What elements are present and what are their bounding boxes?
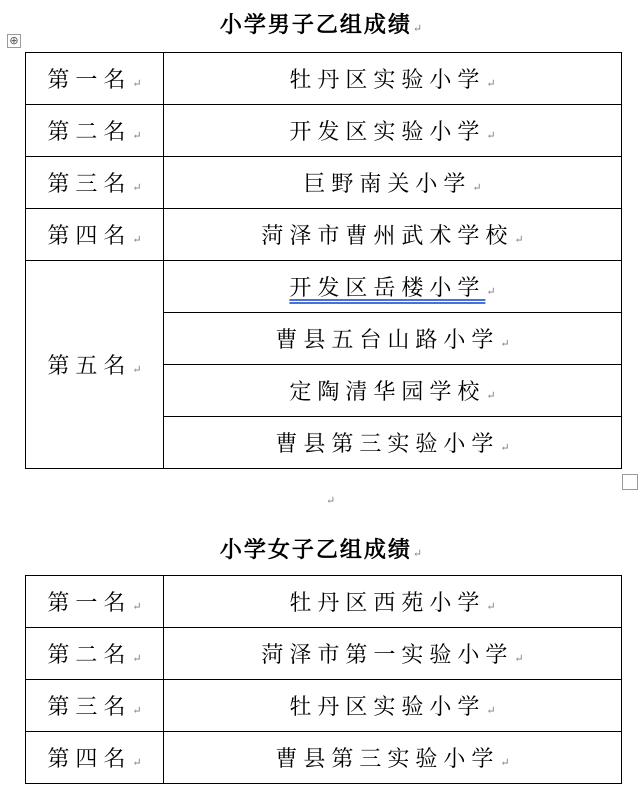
cell-end-mark: ↵ xyxy=(500,441,510,454)
school-name: 开发区岳楼小学 xyxy=(289,276,486,301)
rank-label: 第二名 xyxy=(47,120,132,145)
table-row xyxy=(26,261,622,313)
boys-title-text: 小学男子乙组成绩 xyxy=(219,12,412,38)
table-row xyxy=(26,732,622,784)
cell-end-mark: ↵ xyxy=(500,337,510,350)
cell-end-mark: ↵ xyxy=(500,756,510,769)
school-cell[interactable] xyxy=(164,313,622,365)
school-cell[interactable] xyxy=(164,628,622,680)
school-name: 菏泽市曹州武术学校 xyxy=(261,224,514,249)
rank-cell[interactable] xyxy=(26,732,164,784)
school-name: 定陶清华园学校 xyxy=(289,380,486,405)
school-cell[interactable] xyxy=(164,732,622,784)
school-name: 菏泽市第一实验小学 xyxy=(261,643,514,668)
cell-end-mark: ↵ xyxy=(132,756,142,769)
cell-end-mark: ↵ xyxy=(486,389,496,402)
cell-end-mark: ↵ xyxy=(486,600,496,613)
school-name: 曹县第三实验小学 xyxy=(275,432,500,457)
cell-end-mark: ↵ xyxy=(132,129,142,142)
rank-cell[interactable] xyxy=(26,628,164,680)
rank-label: 第四名 xyxy=(47,747,132,772)
cell-end-mark: ↵ xyxy=(514,233,524,246)
school-name: 曹县五台山路小学 xyxy=(275,328,500,353)
table-row xyxy=(26,680,622,732)
cell-end-mark: ↵ xyxy=(132,704,142,717)
cell-end-mark: ↵ xyxy=(132,600,142,613)
school-name: 开发区实验小学 xyxy=(289,120,486,145)
cell-end-mark: ↵ xyxy=(132,233,142,246)
rank-cell[interactable] xyxy=(26,261,164,469)
school-cell[interactable] xyxy=(164,576,622,628)
paragraph-mark: ↵ xyxy=(412,547,423,560)
cell-end-mark: ↵ xyxy=(486,77,496,90)
school-name: 曹县第三实验小学 xyxy=(275,747,500,772)
school-name: 巨野南关小学 xyxy=(303,172,472,197)
school-cell[interactable] xyxy=(164,157,622,209)
table-row xyxy=(26,209,622,261)
girls-title-text: 小学女子乙组成绩 xyxy=(219,537,412,563)
rank-label: 第一名 xyxy=(47,68,132,93)
school-cell[interactable] xyxy=(164,680,622,732)
table-row xyxy=(26,105,622,157)
table-row xyxy=(26,628,622,680)
rank-cell[interactable] xyxy=(26,105,164,157)
cell-end-mark: ↵ xyxy=(132,363,142,376)
rank-cell[interactable] xyxy=(26,53,164,105)
cell-end-mark: ↵ xyxy=(132,181,142,194)
school-cell[interactable] xyxy=(164,53,622,105)
rank-cell[interactable] xyxy=(26,157,164,209)
paragraph-mark: ↵ xyxy=(412,22,423,35)
school-cell[interactable] xyxy=(164,105,622,157)
school-cell[interactable] xyxy=(164,365,622,417)
rank-cell[interactable] xyxy=(26,680,164,732)
cell-end-mark: ↵ xyxy=(132,652,142,665)
cell-end-mark: ↵ xyxy=(486,704,496,717)
boys-results-table xyxy=(25,52,622,469)
rank-label: 第四名 xyxy=(47,224,132,249)
girls-results-title xyxy=(0,535,642,569)
cell-end-mark: ↵ xyxy=(514,652,524,665)
empty-paragraph-mark: ↵ xyxy=(326,494,336,507)
boys-results-title xyxy=(0,10,642,44)
rank-cell[interactable] xyxy=(26,209,164,261)
girls-results-table xyxy=(25,575,622,784)
school-cell[interactable] xyxy=(164,209,622,261)
school-name: 牡丹区实验小学 xyxy=(289,695,486,720)
rank-label: 第五名 xyxy=(47,354,132,379)
cell-end-mark: ↵ xyxy=(472,181,482,194)
rank-label: 第二名 xyxy=(47,643,132,668)
cell-end-mark: ↵ xyxy=(132,77,142,90)
table-row xyxy=(26,157,622,209)
school-name: 牡丹区西苑小学 xyxy=(289,591,486,616)
table-row xyxy=(26,53,622,105)
school-name: 牡丹区实验小学 xyxy=(289,68,486,93)
table-resize-handle[interactable] xyxy=(622,474,638,490)
rank-label: 第一名 xyxy=(47,591,132,616)
cell-end-mark: ↵ xyxy=(486,129,496,142)
table-row xyxy=(26,576,622,628)
table-move-handle-icon[interactable]: ⊕ xyxy=(7,34,21,48)
rank-label: 第三名 xyxy=(47,172,132,197)
rank-label: 第三名 xyxy=(47,695,132,720)
rank-cell[interactable] xyxy=(26,576,164,628)
school-cell[interactable] xyxy=(164,261,622,313)
cell-end-mark: ↵ xyxy=(486,285,496,298)
school-cell[interactable] xyxy=(164,417,622,469)
